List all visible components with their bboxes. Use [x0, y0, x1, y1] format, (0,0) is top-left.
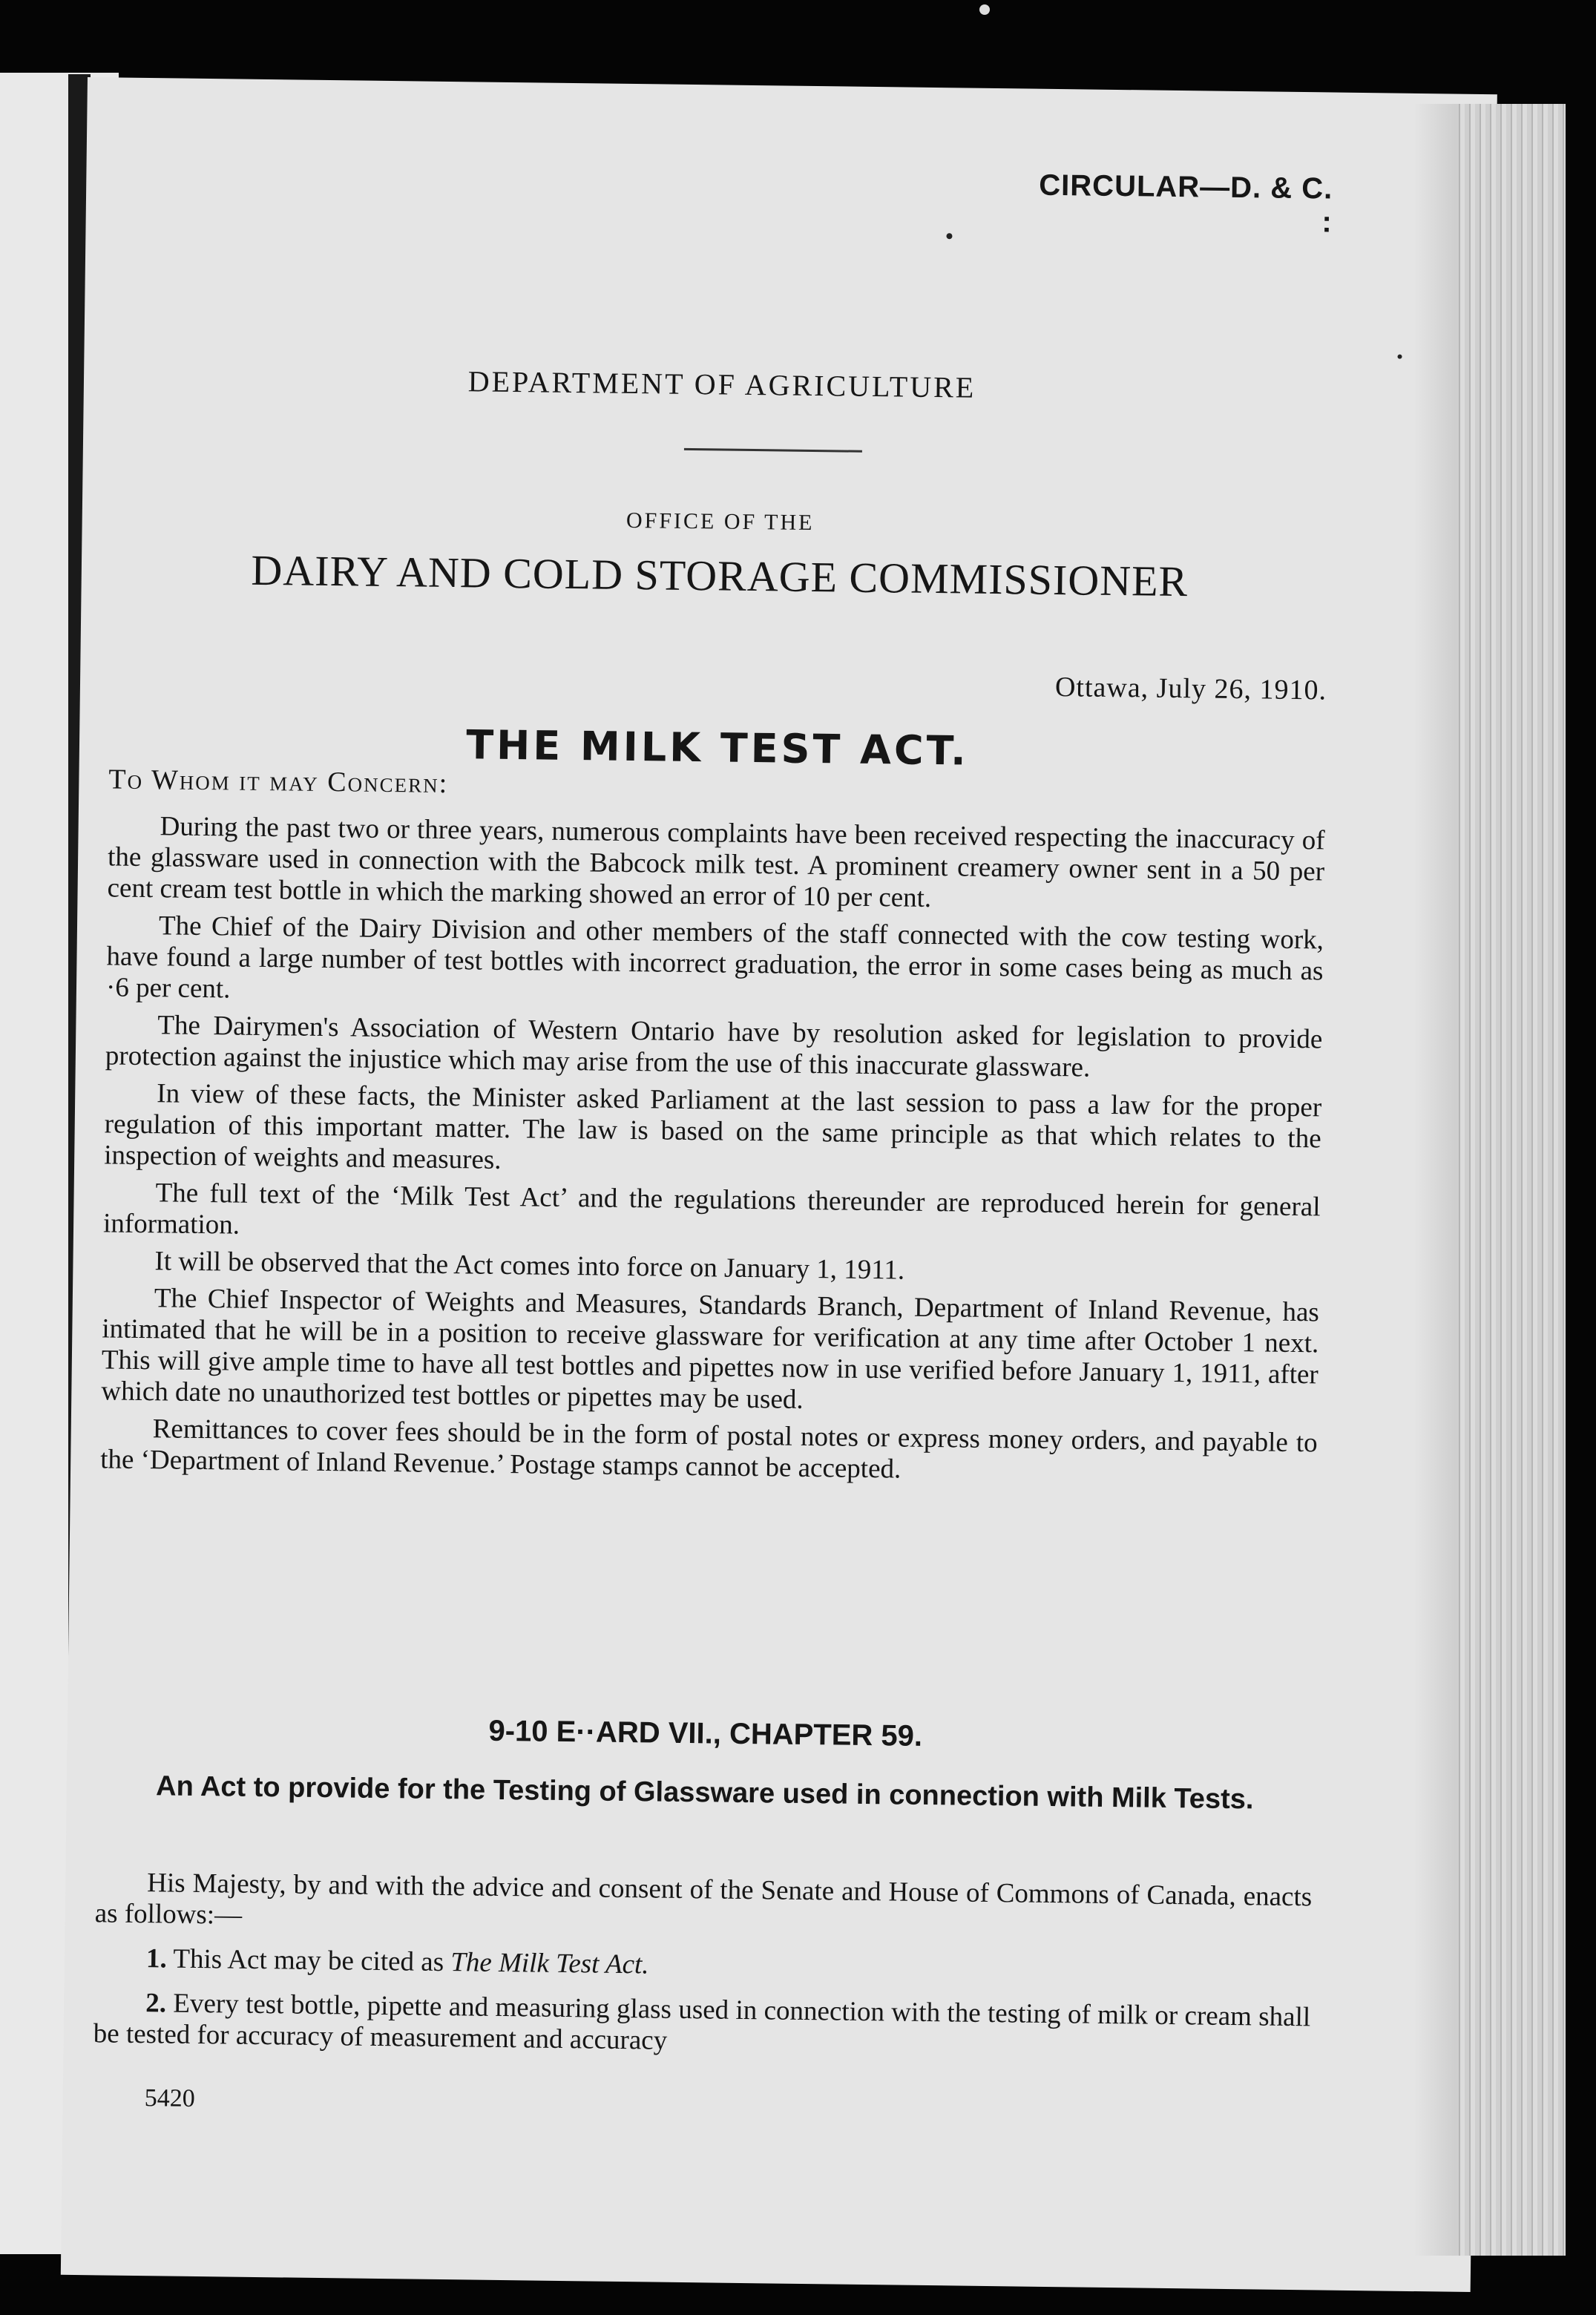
department-heading: DEPARTMENT OF AGRICULTURE	[467, 364, 976, 404]
paragraph: In view of these facts, the Minister asked Parliament at the last session to pass a law for the proper regulation of this important matter. The law is based on the same principle as that which relates to the inspection of weights and measures.	[104, 1078, 1322, 1175]
section-text: Every test bottle, pipette and measuring glass used in connection with the testing of milk or cream shall be tested for accuracy of measurement and accuracy	[93, 1988, 1311, 2056]
section-2	[93, 1987, 1311, 2064]
section-number: 1.	[145, 1943, 168, 1974]
act-heading: An Act to provide for the Testing of Glassware used in connection with Milk Tests.	[155, 1770, 1254, 1816]
paragraph: The Chief Inspector of Weights and Measures, Standards Branch, Department of Inland Revenue, has intimated that he will be in a position to receive glassware for verification at any time after October 1 next. This will give ample time to have all test bottles and pipettes now in use verified before January 1, 1911, after which date no unauthorized test bottles or pipettes may be used.	[101, 1283, 1320, 1415]
commissioner-heading: DAIRY AND COLD STORAGE COMMISSIONER	[251, 545, 1189, 606]
office-of-label: OFFICE OF THE	[625, 508, 815, 536]
scan-mark	[979, 4, 990, 15]
document-page	[61, 77, 1497, 2292]
paragraph: It will be observed that the Act comes into force on January 1, 1911.	[154, 1246, 905, 1286]
salutation: To Whom it may Concern:	[108, 764, 449, 800]
document-title: THE MILK TEST ACT.	[465, 721, 970, 775]
print-code: 5420	[144, 2084, 195, 2112]
paragraph: The Dairymen's Association of Western Ontario have by resolution asked for legislation to provide protection against the injustice which may arise from the use of this inaccurate glassware.	[105, 1010, 1323, 1083]
page-content	[93, 77, 1334, 2112]
chapter-heading: 9-10 E··ARD VII., CHAPTER 59.	[488, 1714, 923, 1753]
page-stack-edges	[1454, 104, 1566, 2256]
paragraph: The full text of the ‘Milk Test Act’ and the regulations thereunder are reproduced herein for general information.	[102, 1178, 1321, 1241]
section-number: 2.	[145, 1988, 167, 2019]
ink-speck	[946, 233, 952, 239]
short-title: The Milk Test Act.	[450, 1947, 649, 1980]
letter-body	[100, 810, 1325, 1496]
act-text	[93, 1867, 1312, 2078]
enacting-clause: His Majesty, by and with the advice and consent of the Senate and House of Commons of Canada, enacts as follows:—	[94, 1868, 1313, 1931]
paragraph: During the past two or three years, numerous complaints have been received respecting the inaccuracy of the glassware used in connection with the Babcock milk test. A prominent creamery owner sent in a 50 per cent cream test bottle in which the marking showed an error of 10 per cent.	[107, 811, 1325, 913]
section-1	[94, 1943, 1311, 1989]
section-text: This Act may be cited as	[173, 1943, 451, 1978]
ink-speck	[1397, 355, 1402, 359]
paragraph: Remittances to cover fees should be in the form of postal notes or express money orders, and payable to the ‘Department of Inland Revenue.’ Postage stamps cannot be accepted.	[99, 1413, 1318, 1485]
paragraph: The Chief of the Dairy Division and other members of the staff connected with the cow testing work, have found a large number of test bottles with incorrect graduation, the error in some cases being as much as ·6 per cent.	[105, 910, 1324, 1005]
circular-reference: CIRCULAR—D. & C. :	[1039, 168, 1333, 239]
dateline: Ottawa, July 26, 1910.	[1054, 671, 1327, 706]
heading-rule	[684, 448, 862, 453]
